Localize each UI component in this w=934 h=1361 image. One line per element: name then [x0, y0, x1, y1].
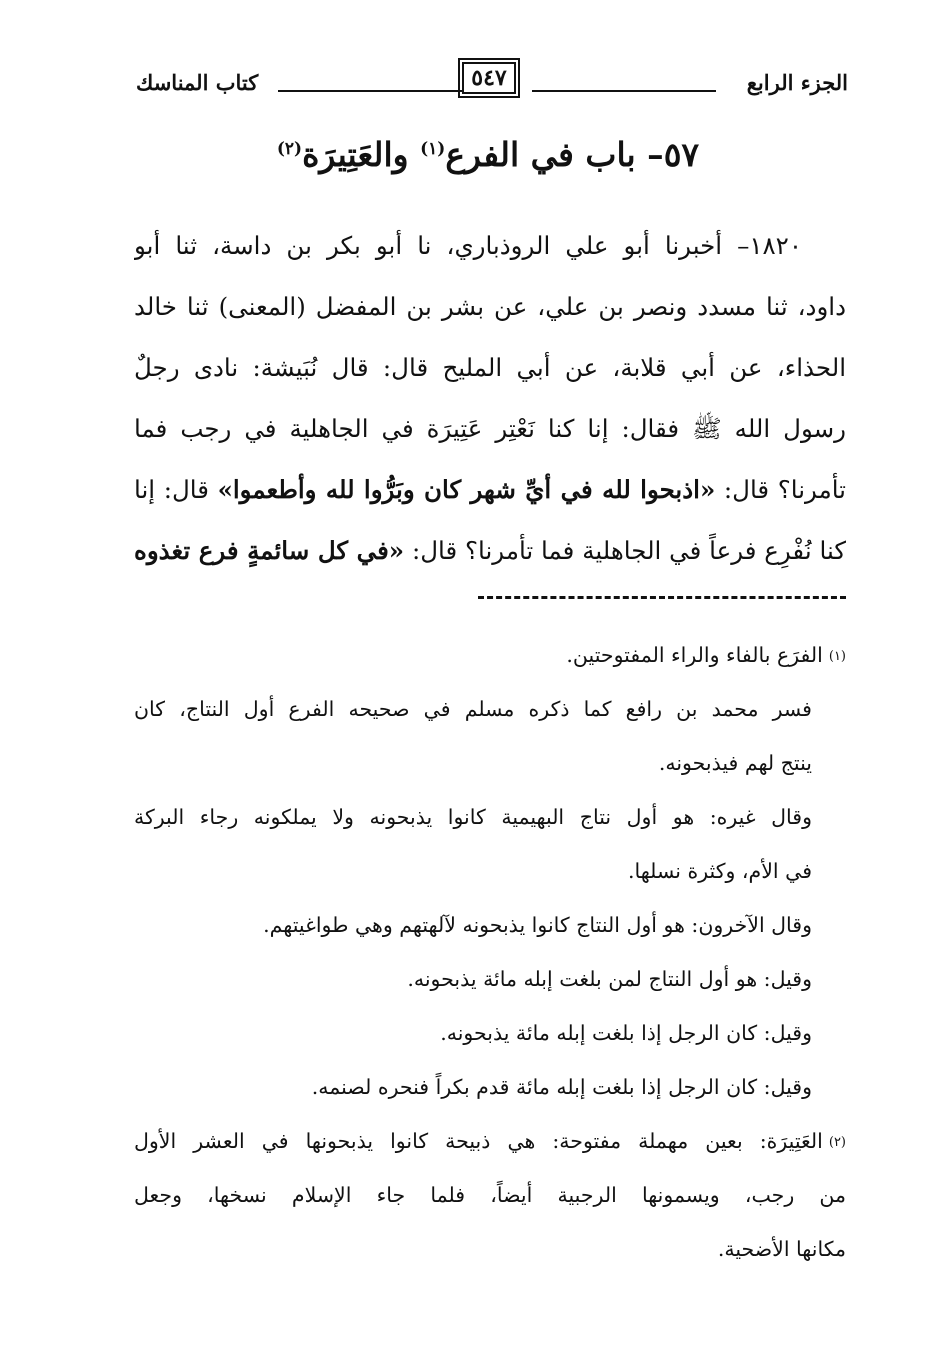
footnote-2-line-3: مكانها الأضحية. — [717, 1237, 846, 1261]
footnote-1-text-1: الفرَع بالفاء والراء المفتوحتين. — [566, 643, 823, 667]
body-line-3: الحذاء، عن أبي قلابة، عن أبي المليح قال: قال نُبَيشة: نادى رجلٌ — [134, 353, 846, 382]
footnote-2-line-2: من رجب، ويسمونها الرجبية أيضاً، فلما جاء الإسلام نسخها، وجعل — [134, 1183, 846, 1207]
body-line-4: رسول الله ﷺ فقال: إنا كنا نَعْتِر عَتِيرَة في الجاهلية في رجب فما — [134, 414, 846, 443]
footnote-1-line-8: وقيل: كان الرجل إذا بلغت إبله مائة يذبحونه. — [440, 1021, 812, 1045]
volume-label: الجزء الرابع — [746, 70, 848, 95]
body-line-1: ١٨٢٠– أخبرنا أبو علي الروذباري، نا أبو بكر بن داسة، ثنا أبو — [134, 231, 802, 260]
footnote-1-line-5: في الأم، وكثرة نسلها. — [627, 859, 812, 883]
footnote-2-number: (٢) — [828, 1135, 846, 1150]
chapter-title-conj: والعَتِيرَة — [302, 135, 421, 174]
body-line-5-quote: «اذبحوا لله في أيِّ شهر كان وبَرُّوا لله وأطعموا» — [217, 475, 716, 504]
body-line-6 — [134, 520, 846, 581]
footnote-2-text-1: العَتِيرَة: بعين مهملة مفتوحة: هي ذبيحة كانوا يذبحونها في العشر الأول — [134, 1129, 823, 1153]
body-line-5-a: تأمرنا؟ قال: — [715, 475, 846, 504]
footnote-1-line-7: وقيل: هو أول النتاج لمن بلغت إبله مائة يذبحونه. — [407, 967, 812, 991]
body-line-5 — [134, 459, 846, 520]
footnote-1-number: (١) — [828, 649, 846, 664]
body-line-2: داود، ثنا مسدد ونصر بن علي، عن بشر بن المفضل (المعنى) ثنا خالد — [134, 292, 846, 321]
footnote-2-line-1 — [134, 1114, 846, 1168]
chapter-title — [130, 135, 846, 174]
footnote-separator — [478, 596, 846, 599]
footnote-1-line-2: فسر محمد بن رافع كما ذكره مسلم في صحيحه الفرع أول النتاج، كان — [134, 697, 812, 721]
header-rule-right — [532, 90, 716, 92]
running-header — [128, 56, 848, 106]
footnote-1-line-4: وقال غيره: هو أول نتاج البهيمية كانوا يذبحونه ولا يملكونه رجاء البركة — [134, 805, 812, 829]
page-number: ٥٤٧ — [458, 58, 520, 98]
footnote-1-line-3: ينتج لهم فيذبحونه. — [658, 751, 812, 775]
header-rule-left — [278, 90, 464, 92]
footnote-1-line-9: وقيل: كان الرجل إذا بلغت إبله مائة قدم بكراً فنحره لصنمه. — [311, 1075, 812, 1099]
body-line-5-c: قال: إنا — [134, 475, 218, 504]
footnote-1-line-1 — [134, 628, 846, 682]
footnotes — [134, 628, 846, 1276]
footnote-ref-2: (٢) — [276, 139, 303, 159]
hadith-text — [134, 215, 846, 581]
chapter-title-main: ٥٧– باب في الفرع — [445, 135, 700, 174]
footnote-1-line-6: وقال الآخرون: هو أول النتاج كانوا يذبحونه لآلهتهم وهي طواغيتهم. — [263, 913, 812, 937]
book-label: كتاب المناسك — [136, 70, 259, 95]
body-line-6-a: كنا نُفْرِع فرعاً في الجاهلية فما تأمرنا؟ قال: — [404, 536, 846, 565]
body-line-6-quote: «في كل سائمةٍ فرع تغذوه — [134, 536, 405, 565]
footnote-ref-1: (١) — [420, 139, 446, 159]
